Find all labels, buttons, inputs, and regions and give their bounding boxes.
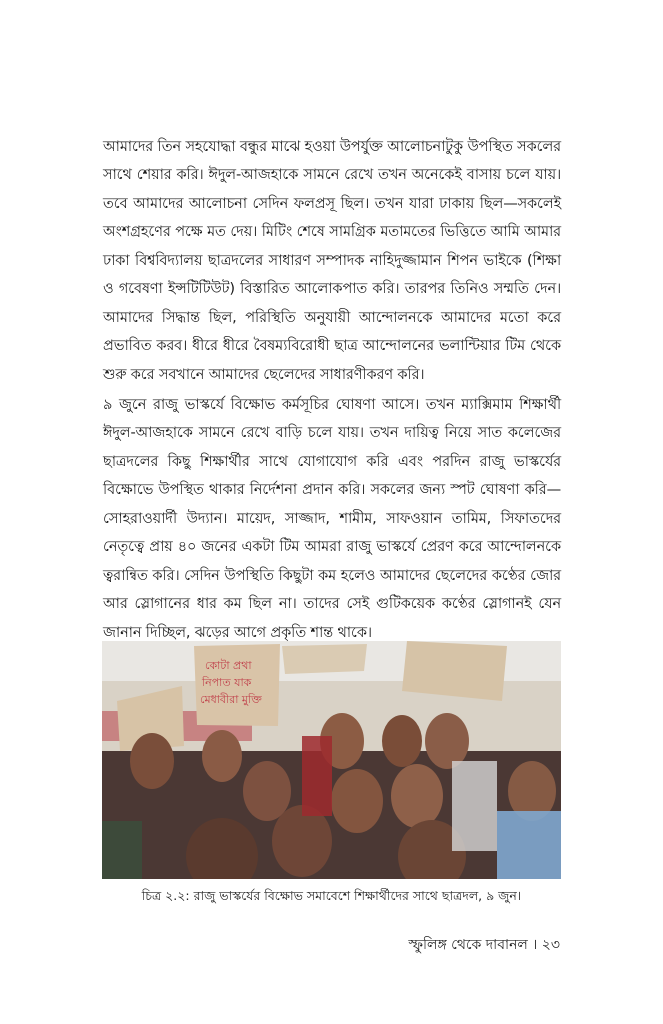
svg-text:কোটা প্রথা: কোটা প্রথা	[205, 659, 252, 672]
figure-caption: চিত্র ২.২: রাজু ভাস্কর্যের বিক্ষোভ সমাবেশে শিক্ষার্থীদের সাথে ছাত্রদল, ৯ জুন।	[141, 888, 522, 903]
footer-separator: ।	[532, 937, 538, 953]
body-paragraph-2: ৯ জুনে রাজু ভাস্কর্যে বিক্ষোভ কর্মসূচির ঘোষণা আসে। তখন ম্যাক্সিমাম শিক্ষার্থী ঈদুল-আজহাকে সামনে রেখে বাড়ি চলে যায়। তখন দায়িত্ব নিয়ে সাত কলেজের ছাত্রদলের কিছু শিক্ষার্থীর সাথে যোগাযোগ করি এবং পরদিন রাজু ভাস্কর্যের বিক্ষোভে উপস্থিত থাকার নির্দেশনা প্রদান করি। সকলের জন্য স্পট ঘোষণা করি—সোহরাওয়ার্দী উদ্যান। মায়েদ, সাজ্জাদ, শামীম, সাফওয়ান তামিম, সিফাতদের নেতৃত্বে প্রায় ৪০ জনের একটা টিম আমরা রাজু ভাস্কর্যে প্রেরণ করে আন্দোলনকে ত্বরান্বিত করি। সেদিন উপস্থিতি কিছুটা কম হলেও আমাদের ছেলেদের কণ্ঠের জোর আর স্লোগানের ধার কম ছিল না। তাদের সেই গুটিকয়েক কণ্ঠের স্লোগানই যেন জানান দিচ্ছিল, ঝড়ের আগে প্রকৃতি শান্ত থাকে।	[103, 395, 561, 641]
protest-photo	[102, 641, 561, 879]
body-paragraph-1: আমাদের তিন সহযোদ্ধা বন্ধুর মাঝে হওয়া উপর্যুক্ত আলোচনাটুকু উপস্থিত সকলের সাথে শেয়ার করি। ঈদুল-আজহাকে সামনে রেখে তখন অনেকেই বাসায় চলে যায়। তবে আমাদের আলোচনা সেদিন ফলপ্রসূ ছিল। তখন যারা ঢাকায় ছিল—সকলেই অংশগ্রহণের পক্ষে মত দেয়। মিটিং শেষে সামগ্রিক মতামতের ভিত্তিতে আমি আমার ঢাকা বিশ্ববিদ্যালয় ছাত্রদলের সাধারণ সম্পাদক নাহিদুজ্জামান শিপন ভাইকে (শিক্ষা ও গবেষণা ইন্সটিটিউট) বিস্তারিত আলোকপাত করি। তারপর তিনিও সম্মতি দেন। আমাদের সিদ্ধান্ত ছিল, পরিস্থিতি অনুযায়ী আন্দোলনকে আমাদের মতো করে প্রভাবিত করব। ধীরে ধীরে বৈষম্যবিরোধী ছাত্র আন্দোলনের ভলান্টিয়ার টিম থেকে শুরু করে সবখানে আমাদের ছেলেদের সাধারণীকরণ করি।	[103, 137, 561, 383]
page-number: ২৩	[541, 937, 560, 953]
svg-text:নিপাত যাক: নিপাত যাক	[202, 676, 252, 689]
svg-text:মেধাবীরা মুক্তি: মেধাবীরা মুক্তি	[200, 693, 262, 706]
running-title: স্ফুলিঙ্গ থেকে দাবানল	[408, 937, 528, 953]
page-footer	[408, 934, 560, 956]
